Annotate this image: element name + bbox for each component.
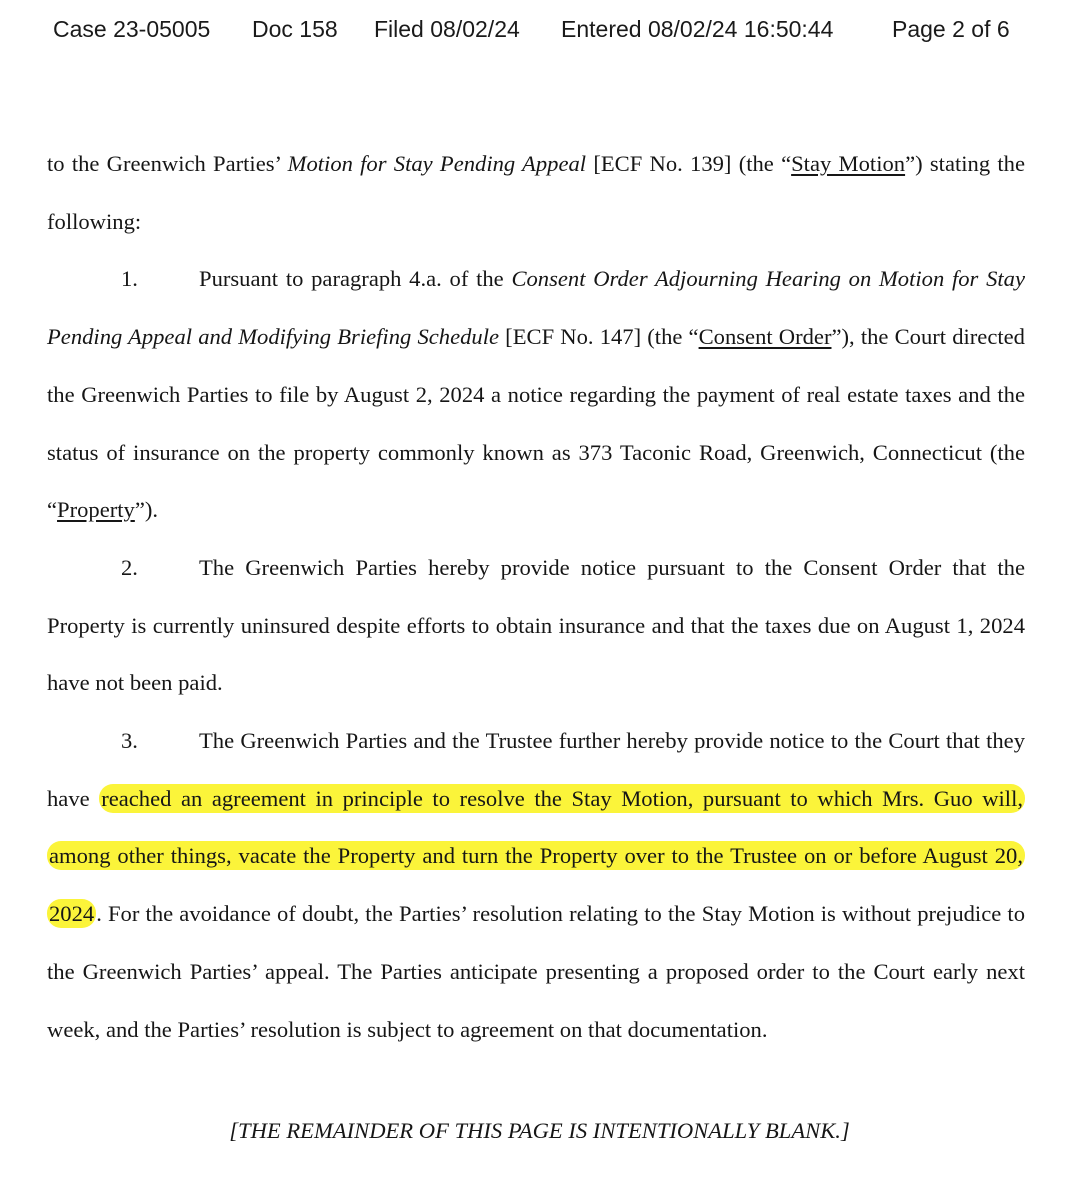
defined-term-stay-motion: Stay Motion xyxy=(791,151,906,176)
para3-text-2: . For the avoidance of doubt, the Parties’ resolution relating to the Stay Motion is without prejudice to the Greenwich Parties’ appeal. The Parties anticipate presenting a proposed order to the Court early next week, and the Parties’ resolution is subject to agreement on that documentation. xyxy=(47,901,1025,1042)
filing-header xyxy=(0,12,1079,48)
doc-number: Doc 158 xyxy=(252,16,338,42)
filed-date: Filed 08/02/24 xyxy=(374,16,520,42)
para1-text-2: [ECF No. 147] (the “ xyxy=(499,324,699,350)
defined-term-consent-order: Consent Order xyxy=(698,324,832,350)
para3-text-1: The Greenwich Parties and the Trustee further hereby provide notice to the Court that they have xyxy=(47,728,1025,811)
motion-title: Motion for Stay Pending Appeal xyxy=(287,151,587,176)
case-number: Case 23-05005 xyxy=(53,16,211,42)
paragraph-number: 2. xyxy=(121,554,138,580)
page-indicator: Page 2 of 6 xyxy=(892,16,1010,42)
para1-text-3: ”), the Court directed the Greenwich Parties to file by August 2, 2024 a notice regarding the payment of real estate taxes and the status of insurance on the property commonly known as 373 Taconic Road, Greenwich, Connecticut (the “ xyxy=(47,324,1025,523)
intro-text-1: to the Greenwich Parties’ xyxy=(47,151,288,176)
defined-term-property: Property xyxy=(57,497,135,523)
paragraph-2 xyxy=(47,539,1025,712)
consent-order-title: Consent Order Adjourning Hearing on Motion for Stay Pending Appeal and Modifying Briefing Schedule xyxy=(47,266,1025,350)
paragraph-3 xyxy=(47,712,1025,1058)
document-body xyxy=(47,135,1025,1058)
highlighted-agreement-text: reached an agreement in principle to resolve the Stay Motion, pursuant to which Mrs. Guo will, among other things, vacate the Property and turn the Property over to the Trustee on or before August 20, 2024 xyxy=(49,785,1023,927)
remainder-blank-note: [THE REMAINDER OF THIS PAGE IS INTENTIONALLY BLANK.] xyxy=(229,1118,850,1143)
para1-text-4: ”). xyxy=(134,497,159,523)
para1-text-1: Pursuant to paragraph 4.a. of the xyxy=(199,266,512,292)
para2-text: The Greenwich Parties hereby provide notice pursuant to the Consent Order that the Property is currently uninsured despite efforts to obtain insurance and that the taxes due on August 1, 2024 have not been paid. xyxy=(47,554,1025,696)
paragraph-number: 3. xyxy=(121,728,138,754)
entered-date: Entered 08/02/24 16:50:44 xyxy=(561,16,834,42)
intro-paragraph xyxy=(47,135,1025,250)
intro-text-2: [ECF No. 139] (the “ xyxy=(586,151,792,176)
paragraph-1 xyxy=(47,250,1025,539)
paragraph-number: 1. xyxy=(121,266,138,292)
intro-text-3: ”) stating the following: xyxy=(47,151,1025,234)
